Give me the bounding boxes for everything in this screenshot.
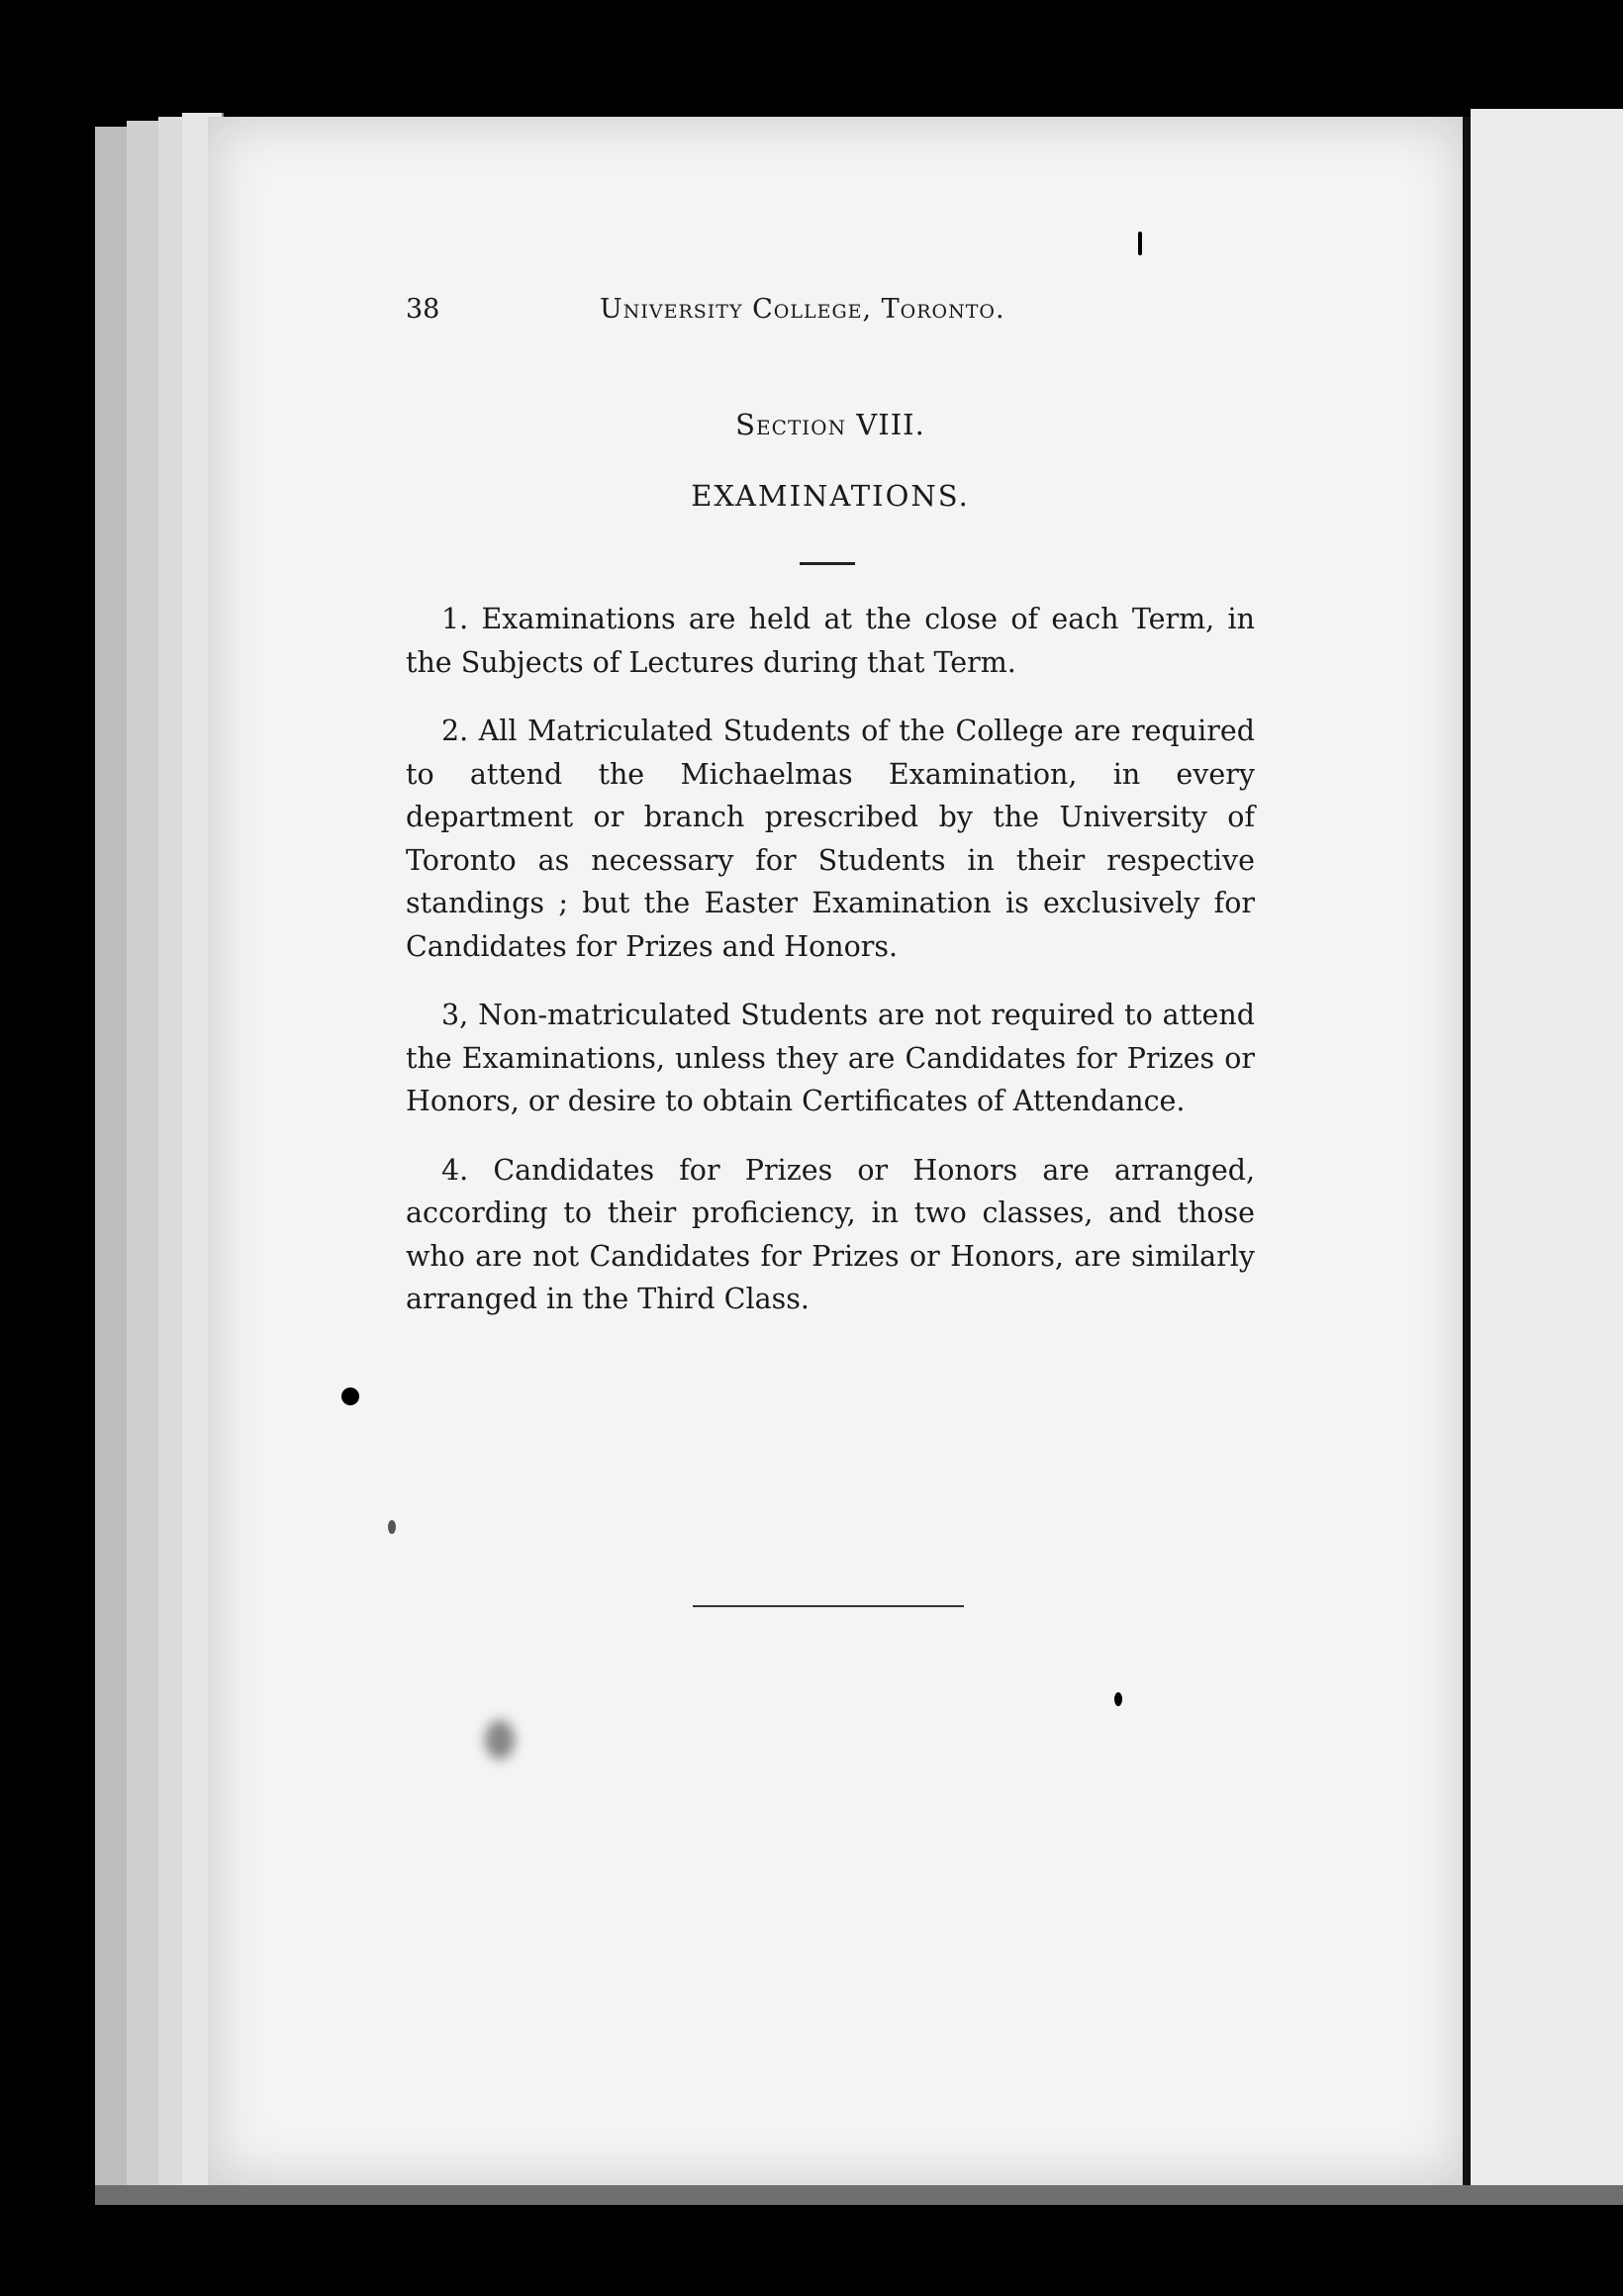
ink-speck <box>485 1720 515 1760</box>
paragraph-4: 4. Candidates for Prizes or Honors are arranged, according to their proficiency, in two classes, and those who are not Candidates for Prizes or Honors, are similarly arranged in the Third Class. <box>406 1153 1255 1315</box>
running-head: University College, Toronto. <box>600 294 1005 325</box>
ink-speck <box>1138 232 1142 255</box>
ink-speck <box>1114 1692 1122 1706</box>
body-text <box>406 598 1255 1347</box>
paragraph-3: 3, Non-matriculated Students are not required to attend the Examinations, unless they are Candidates for Prizes or Honors, or desire to obtain Certificates of Attendance. <box>406 999 1255 1117</box>
section-label: Section VIII. <box>735 408 925 441</box>
book-bottom-edge <box>95 2185 1623 2205</box>
end-rule <box>693 1605 964 1607</box>
facing-page-edge <box>1471 109 1623 2197</box>
page-number: 38 <box>406 294 440 325</box>
section-title: EXAMINATIONS. <box>691 479 970 513</box>
title-rule <box>800 562 855 565</box>
ink-speck <box>341 1387 359 1405</box>
ink-speck <box>388 1520 396 1534</box>
paragraph-1: 1. Examinations are held at the close of each Term, in the Subjects of Lectures during that Term. <box>406 603 1255 679</box>
book-gutter <box>1463 117 1471 2185</box>
page-header <box>406 294 1255 334</box>
paragraph-2: 2. All Matriculated Students of the College are required to attend the Michaelmas Examination, in every department or branch prescribed by the University of Toronto as necessary for Students in their respective standings ; but the Easter Examination is exclusively for Candidates for Prizes and Honors. <box>406 715 1255 963</box>
